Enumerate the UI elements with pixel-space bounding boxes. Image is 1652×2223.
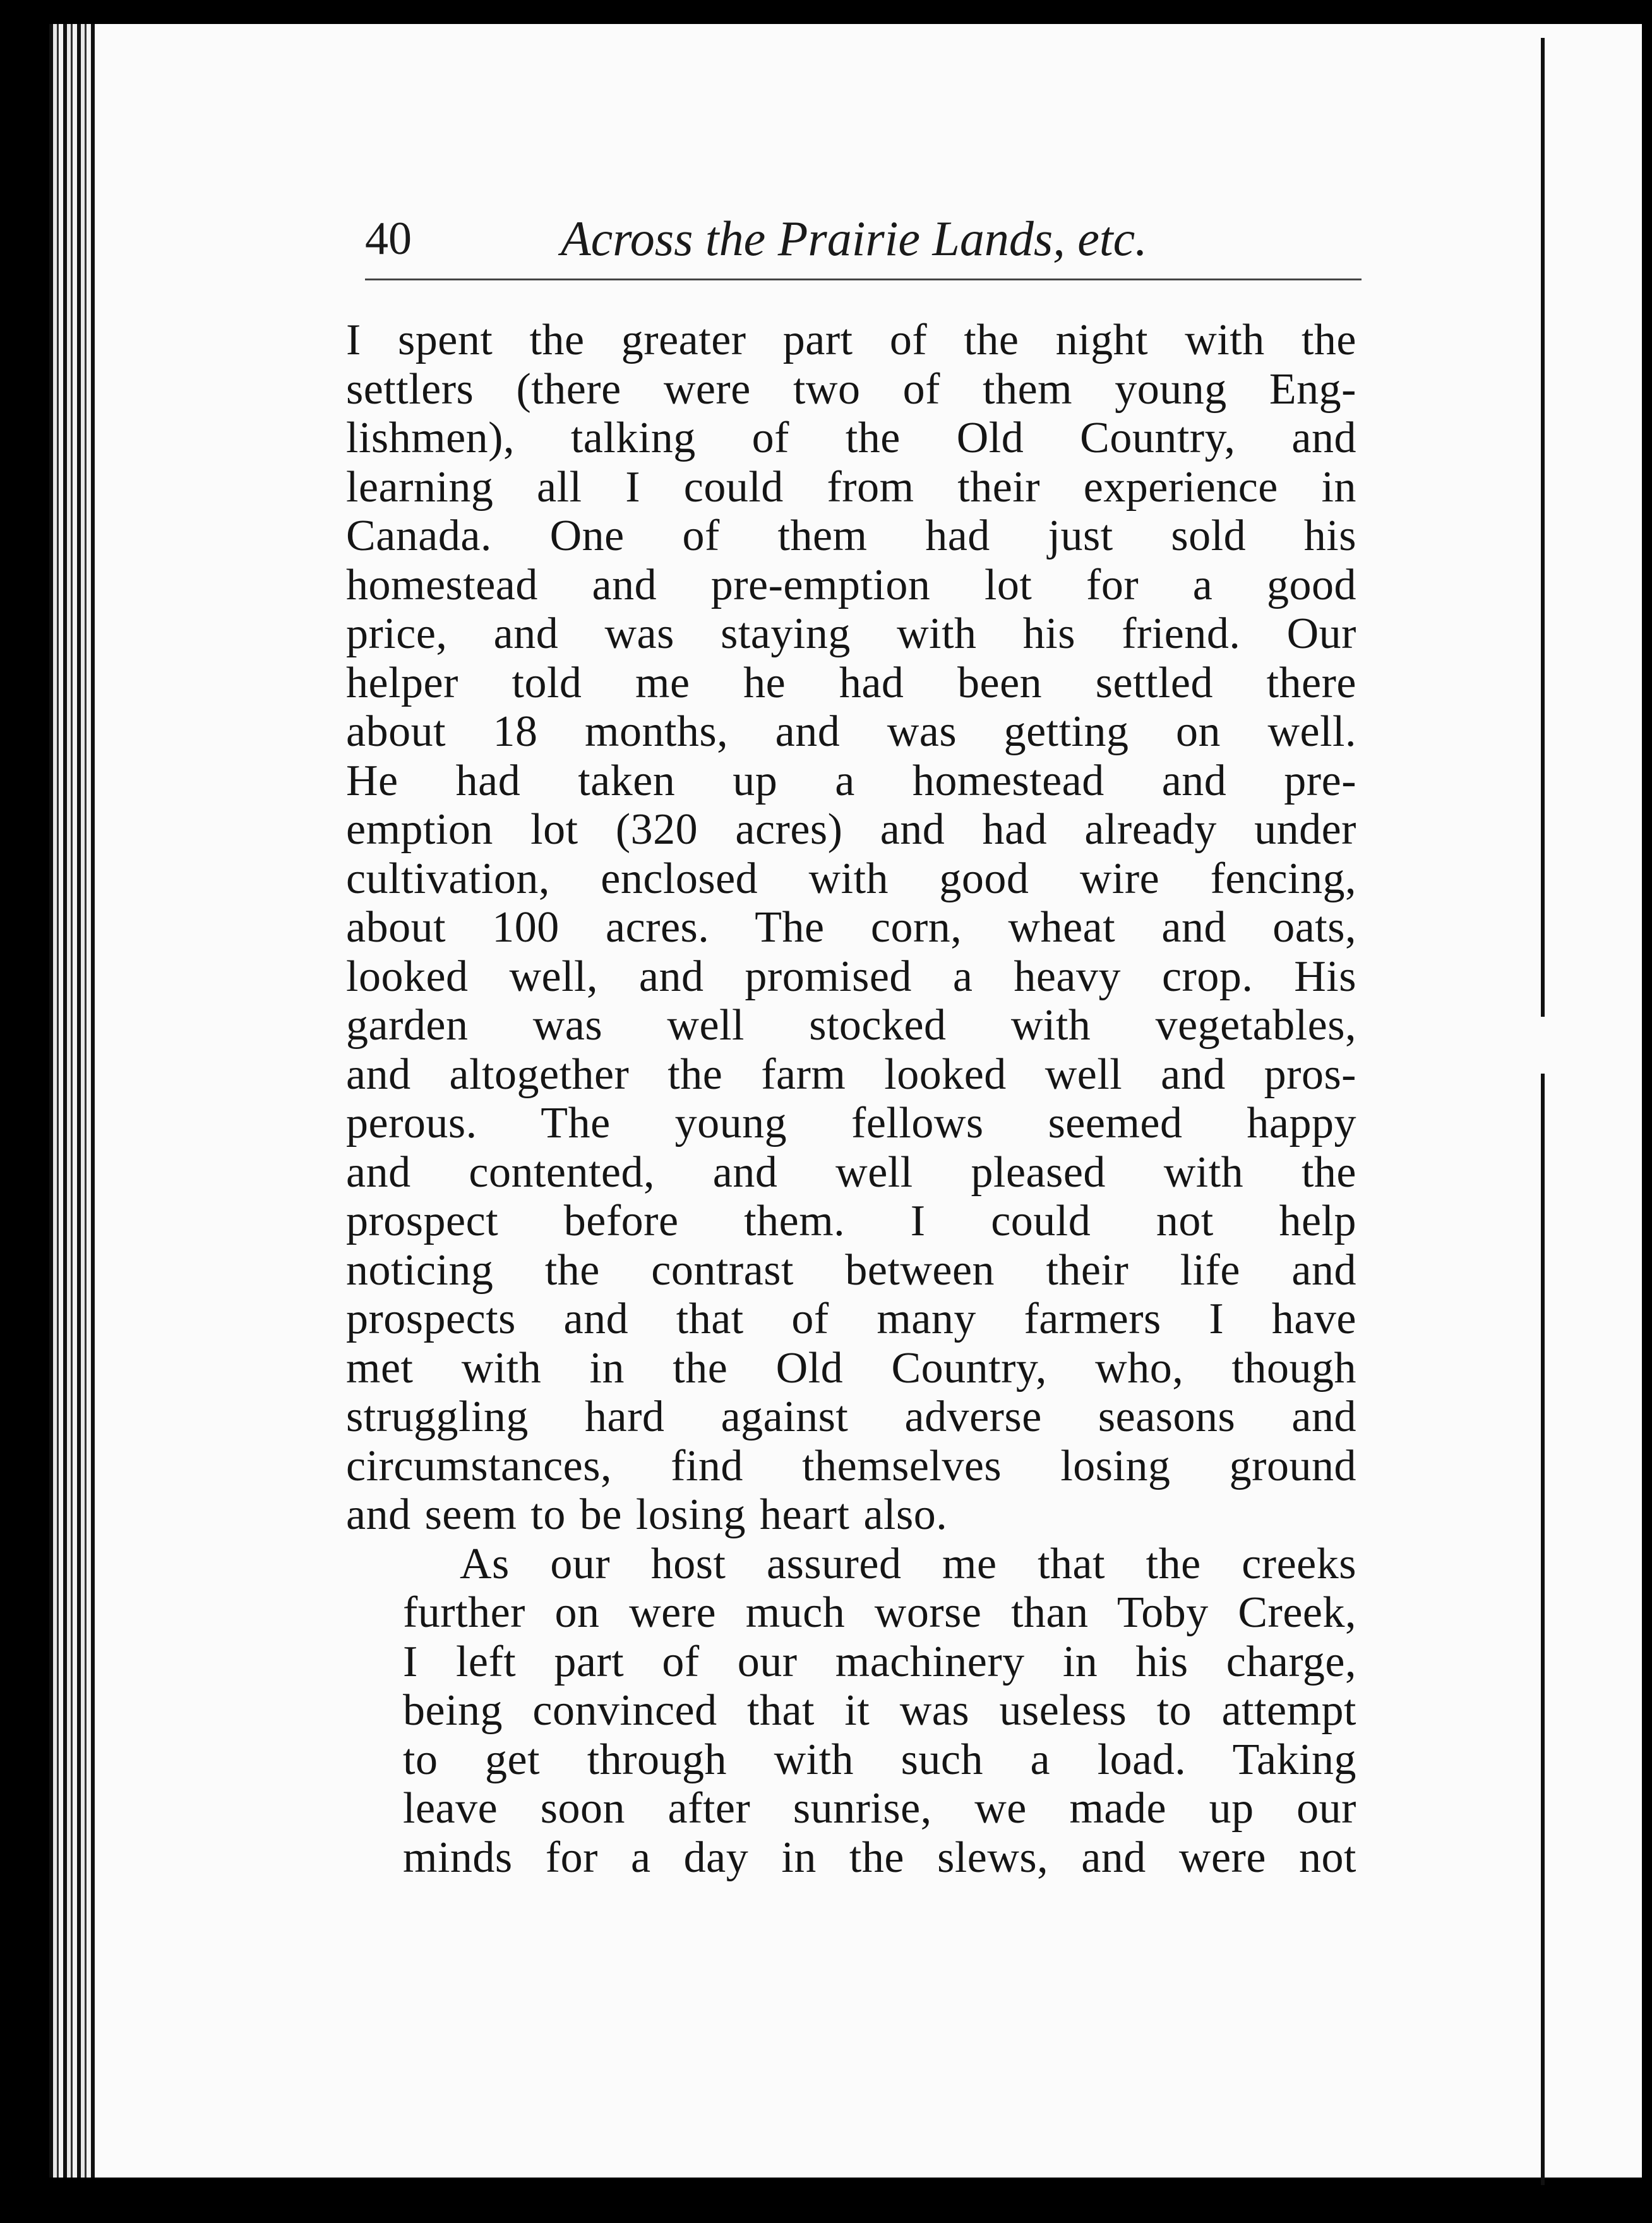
paragraph (346, 1540, 1356, 1883)
text-line: emption lot (320 acres) and had already under (346, 805, 1356, 854)
text-line: settlers (there were two of them young Eng- (346, 364, 1356, 414)
page-number: 40 (365, 213, 412, 265)
text-line: Canada. One of them had just sold his (346, 512, 1356, 560)
running-title: Across the Prairie Lands, etc. (561, 211, 1147, 266)
text-line: cultivation, enclosed with good wire fencing, (346, 854, 1356, 903)
text-line: struggling hard against adverse seasons and (346, 1393, 1356, 1441)
text-line: homestead and pre-emption lot for a good (346, 560, 1356, 609)
facing-page-edge (1541, 24, 1652, 2178)
binding-line-lower (1541, 1074, 1545, 2185)
text-line: learning all I could from their experience in (346, 462, 1356, 512)
text-line: being convinced that it was useless to attempt (403, 1686, 1356, 1735)
text-line: looked well, and promised a heavy crop. His (346, 952, 1356, 1001)
header-rule (365, 279, 1362, 280)
text-line: and altogether the farm looked well and pros- (346, 1050, 1356, 1099)
text-line: noticing the contrast between their life and (346, 1245, 1356, 1295)
text-line: perous. The young fellows seemed happy (346, 1099, 1356, 1147)
text-line: helper told me he had been settled there (346, 658, 1356, 707)
text-line: and contented, and well pleased with the (346, 1147, 1356, 1197)
text-line: minds for a day in the slews, and were not (403, 1833, 1356, 1882)
text-line: and seem to be losing heart also. (346, 1490, 948, 1539)
paragraph (346, 316, 1356, 1540)
text-line: prospect before them. I could not help (346, 1197, 1356, 1245)
text-line: He had taken up a homestead and pre- (346, 756, 1356, 805)
text-line: price, and was staying with his friend. Our (346, 609, 1356, 658)
text-line: leave soon after sunrise, we made up our (403, 1784, 1356, 1833)
text-line: I spent the greater part of the night with the (346, 316, 1356, 364)
text-line: further on were much worse than Toby Creek, (403, 1588, 1356, 1637)
body-text (346, 316, 1356, 1882)
text-line: garden was well stocked with vegetables, (346, 1001, 1356, 1050)
text-line: prospects and that of many farmers I have (346, 1295, 1356, 1343)
text-line: to get through with such a load. Taking (403, 1735, 1356, 1784)
text-line: I left part of our machinery in his charge, (403, 1637, 1356, 1686)
binding-line-upper (1541, 38, 1545, 1017)
running-header (365, 205, 1363, 275)
text-line: about 18 months, and was getting on well. (346, 707, 1356, 756)
text-line: about 100 acres. The corn, wheat and oats, (346, 903, 1356, 952)
text-line: met with in the Old Country, who, though (346, 1343, 1356, 1393)
text-line: As our host assured me that the creeks (460, 1539, 1356, 1588)
scan-border-right (1642, 0, 1652, 2223)
text-line: lishmen), talking of the Old Country, and (346, 414, 1356, 462)
text-line: circumstances, find themselves losing ground (346, 1441, 1356, 1490)
